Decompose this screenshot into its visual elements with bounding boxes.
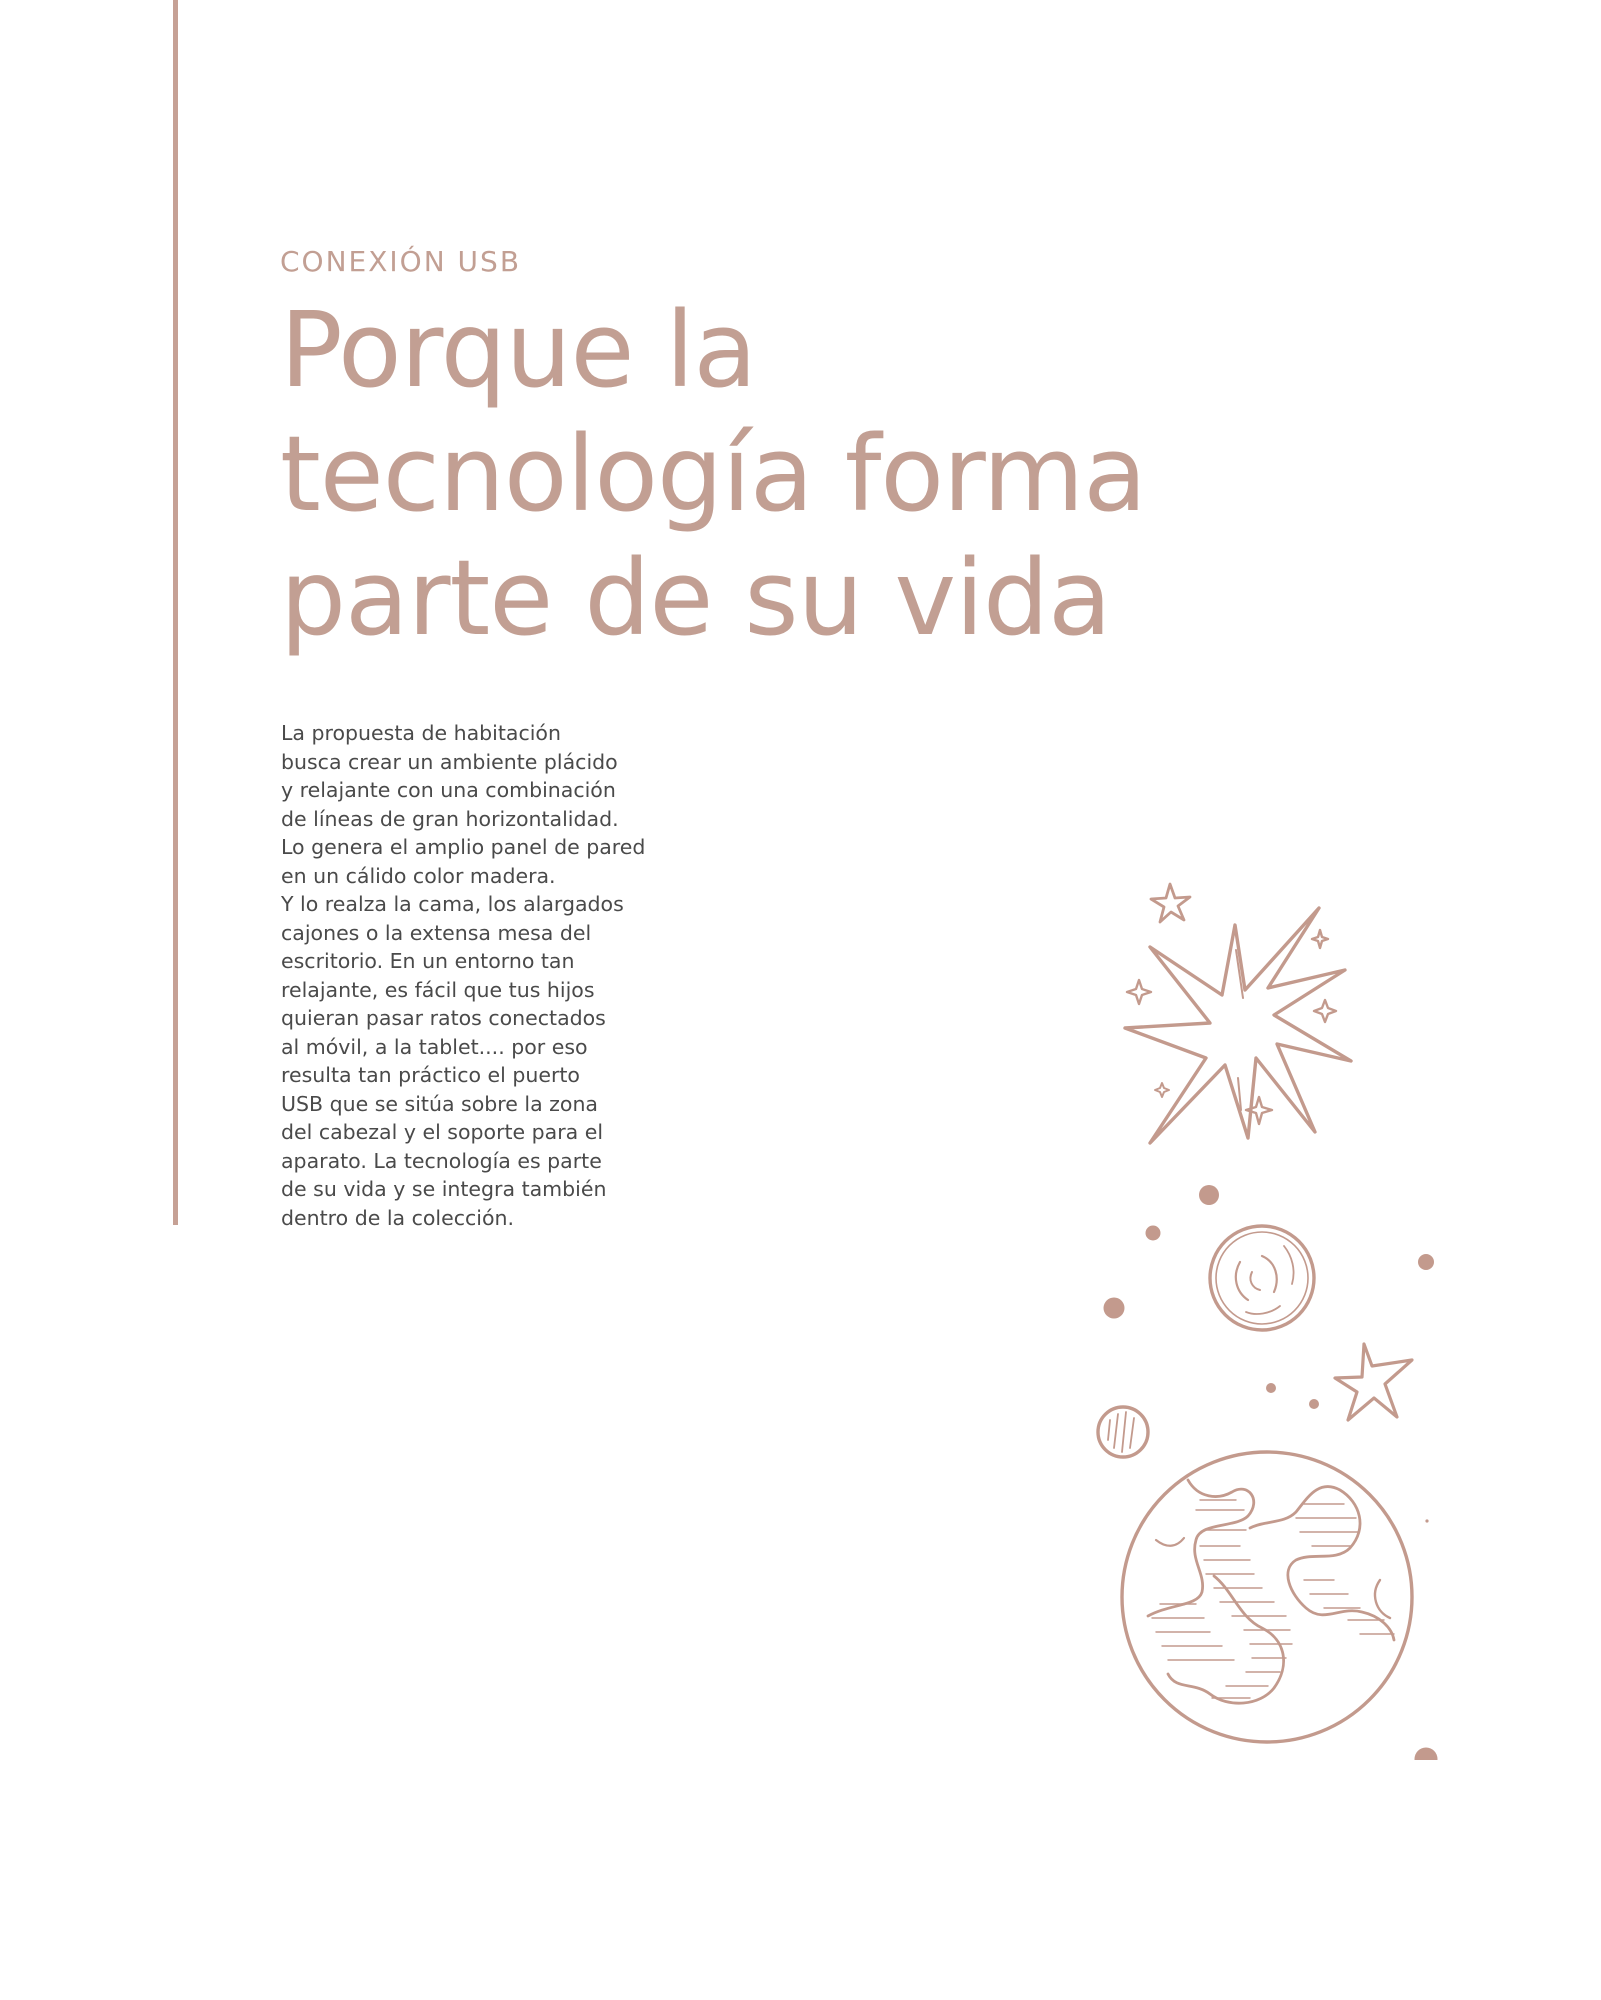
body-line: de líneas de gran horizontalidad. xyxy=(281,806,619,831)
space-doodle-strokes xyxy=(1098,884,1412,1742)
page-headline xyxy=(280,288,1146,660)
headline-line: parte de su vida xyxy=(280,537,1111,659)
section-eyebrow: CONEXIÓN USB xyxy=(280,245,522,278)
body-line: dentro de la colección. xyxy=(281,1205,515,1230)
body-line: en un cálido color madera. xyxy=(281,863,556,888)
space-doodle-icon xyxy=(1080,860,1440,1760)
body-line: cajones o la extensa mesa del xyxy=(281,920,592,945)
body-line: La propuesta de habitación xyxy=(281,721,561,745)
sparkle-star-icon xyxy=(1312,930,1328,948)
moon-icon xyxy=(1210,1226,1314,1330)
body-line: quieran pasar ratos conectados xyxy=(281,1006,606,1030)
body-line: Lo genera el amplio panel de pared xyxy=(281,835,646,859)
burst-star-icon xyxy=(1125,908,1351,1143)
star-icon xyxy=(1335,1344,1412,1420)
sparkle-star-icon xyxy=(1155,1083,1169,1097)
space-dots xyxy=(1104,1185,1438,1760)
sparkle-star-icon xyxy=(1314,1000,1336,1022)
body-line: resulta tan práctico el puerto xyxy=(281,1063,580,1087)
body-line: de su vida y se integra también xyxy=(281,1177,607,1201)
vertical-accent-rule xyxy=(173,0,178,1225)
body-line: relajante, es fácil que tus hijos xyxy=(281,977,595,1002)
small-planet-icon xyxy=(1098,1407,1148,1457)
body-line: del cabezal y el soporte para el xyxy=(281,1120,604,1144)
body-line: escritorio. En un entorno tan xyxy=(281,949,575,973)
earth-globe-icon xyxy=(1122,1452,1412,1742)
body-paragraph xyxy=(281,719,645,1232)
body-line: y relajante con una combinación xyxy=(281,778,616,802)
body-line: al móvil, a la tablet.... por eso xyxy=(281,1034,588,1059)
headline-line: tecnología forma xyxy=(280,413,1146,535)
body-line: USB que se sitúa sobre la zona xyxy=(281,1091,598,1116)
sparkle-star-icon xyxy=(1151,884,1190,922)
headline-line: Porque la xyxy=(280,289,757,411)
body-line: Y lo realza la cama, los alargados xyxy=(281,892,624,916)
body-line: aparato. La tecnología es parte xyxy=(281,1148,602,1173)
globe-hatching xyxy=(1152,1500,1394,1698)
sparkle-star-icon xyxy=(1127,980,1151,1004)
body-line: busca crear un ambiente plácido xyxy=(281,749,618,774)
